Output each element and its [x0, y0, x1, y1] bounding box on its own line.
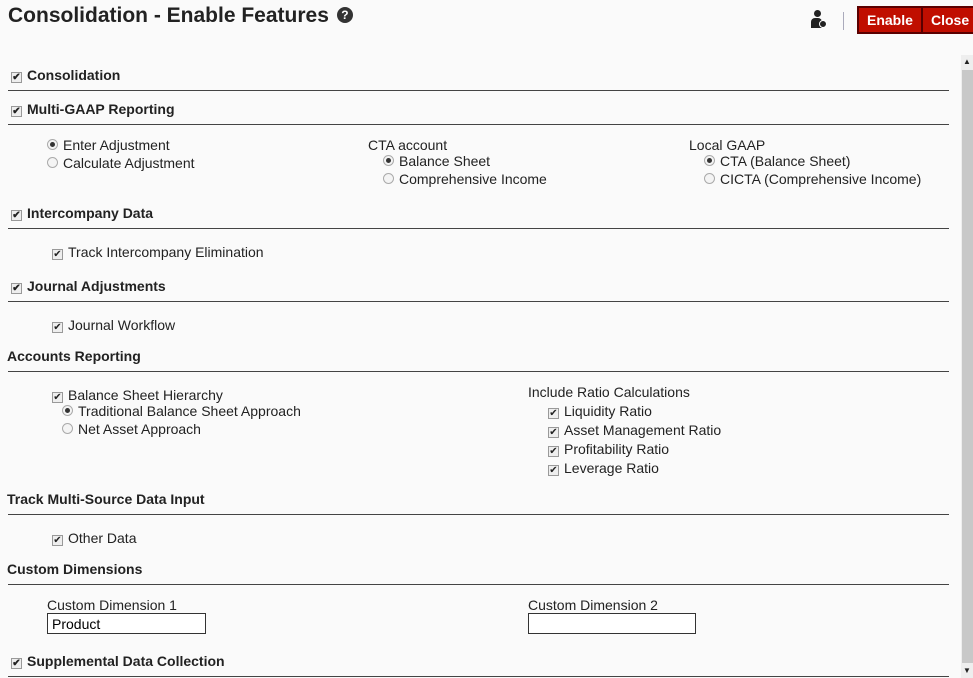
comprehensive-income-radio[interactable]: Comprehensive Income [383, 171, 547, 187]
cta-balance-sheet-radio[interactable]: CTA (Balance Sheet) [704, 153, 850, 169]
intercompany-checkbox[interactable]: ✔ Intercompany Data [12, 205, 154, 221]
multi-source-heading: Track Multi-Source Data Input [7, 491, 205, 507]
checkbox-checked-icon[interactable]: ✔ [549, 427, 558, 438]
radio-selected-icon[interactable] [47, 139, 58, 150]
checkbox-checked-icon[interactable]: ✔ [549, 446, 558, 457]
divider [8, 90, 949, 91]
checkbox-checked-icon[interactable]: ✔ [12, 210, 21, 221]
custom-dimension-1-input[interactable] [47, 613, 206, 634]
scroll-down-icon[interactable]: ▼ [963, 666, 971, 675]
divider [8, 124, 949, 125]
consolidation-checkbox[interactable]: ✔ Consolidation [12, 67, 121, 83]
toolbar-divider [843, 12, 844, 30]
checkbox-checked-icon[interactable]: ✔ [53, 249, 62, 260]
multigaap-checkbox[interactable]: ✔ Multi-GAAP Reporting [12, 101, 175, 117]
enter-adjustment-radio[interactable]: Enter Adjustment [47, 137, 170, 153]
checkbox-checked-icon[interactable]: ✔ [53, 322, 62, 333]
profitability-ratio-checkbox[interactable]: ✔ Profitability Ratio [549, 441, 670, 457]
radio-selected-icon[interactable] [383, 155, 394, 166]
divider [8, 371, 949, 372]
local-gaap-label: Local GAAP [689, 137, 766, 153]
custom-dimension-2-input[interactable] [528, 613, 696, 634]
vertical-scrollbar[interactable] [961, 55, 973, 678]
other-data-checkbox[interactable]: ✔ Other Data [53, 530, 137, 546]
checkbox-checked-icon[interactable]: ✔ [549, 408, 558, 419]
checkbox-checked-icon[interactable]: ✔ [12, 106, 21, 117]
checkbox-checked-icon[interactable]: ✔ [12, 283, 21, 294]
liquidity-ratio-checkbox[interactable]: ✔ Liquidity Ratio [549, 403, 652, 419]
divider [8, 301, 949, 302]
journal-workflow-checkbox[interactable]: ✔ Journal Workflow [53, 317, 176, 333]
ratio-calculations-label: Include Ratio Calculations [528, 384, 690, 400]
traditional-approach-radio[interactable]: Traditional Balance Sheet Approach [62, 403, 301, 419]
net-asset-approach-radio[interactable]: Net Asset Approach [62, 421, 201, 437]
accounts-reporting-heading: Accounts Reporting [7, 348, 141, 364]
custom-dimension-1-label: Custom Dimension 1 [47, 597, 177, 613]
scrollbar-thumb[interactable] [962, 70, 973, 663]
scroll-up-icon[interactable]: ▲ [963, 57, 971, 66]
leverage-ratio-checkbox[interactable]: ✔ Leverage Ratio [549, 460, 659, 476]
checkbox-checked-icon[interactable]: ✔ [549, 465, 558, 476]
checkbox-checked-icon[interactable]: ✔ [53, 392, 62, 403]
divider [8, 676, 949, 677]
divider [8, 514, 949, 515]
page-title: Consolidation - Enable Features ? [8, 4, 353, 28]
close-button[interactable]: Close [921, 6, 973, 34]
supplemental-data-checkbox[interactable]: ✔ Supplemental Data Collection [12, 653, 225, 669]
asset-management-ratio-checkbox[interactable]: ✔ Asset Management Ratio [549, 422, 722, 438]
checkbox-checked-icon[interactable]: ✔ [12, 72, 21, 83]
custom-dimensions-heading: Custom Dimensions [7, 561, 143, 577]
cicta-radio[interactable]: CICTA (Comprehensive Income) [704, 171, 921, 187]
help-icon[interactable]: ? [337, 7, 353, 23]
calculate-adjustment-radio[interactable]: Calculate Adjustment [47, 155, 195, 171]
track-intercompany-checkbox[interactable]: ✔ Track Intercompany Elimination [53, 244, 264, 260]
balance-sheet-hierarchy-checkbox[interactable]: ✔ Balance Sheet Hierarchy [53, 387, 223, 403]
custom-dimension-2-label: Custom Dimension 2 [528, 597, 658, 613]
radio-icon[interactable] [47, 157, 58, 168]
checkbox-checked-icon[interactable]: ✔ [53, 535, 62, 546]
enable-button[interactable]: Enable [857, 6, 923, 34]
radio-icon[interactable] [704, 173, 715, 184]
radio-selected-icon[interactable] [62, 405, 73, 416]
radio-icon[interactable] [62, 423, 73, 434]
balance-sheet-radio[interactable]: Balance Sheet [383, 153, 490, 169]
cta-account-label: CTA account [368, 137, 448, 153]
radio-icon[interactable] [383, 173, 394, 184]
divider [8, 228, 949, 229]
divider [8, 584, 949, 585]
radio-selected-icon[interactable] [704, 155, 715, 166]
journal-adjustments-checkbox[interactable]: ✔ Journal Adjustments [12, 278, 166, 294]
user-help-icon[interactable] [811, 10, 827, 30]
checkbox-checked-icon[interactable]: ✔ [12, 658, 21, 669]
